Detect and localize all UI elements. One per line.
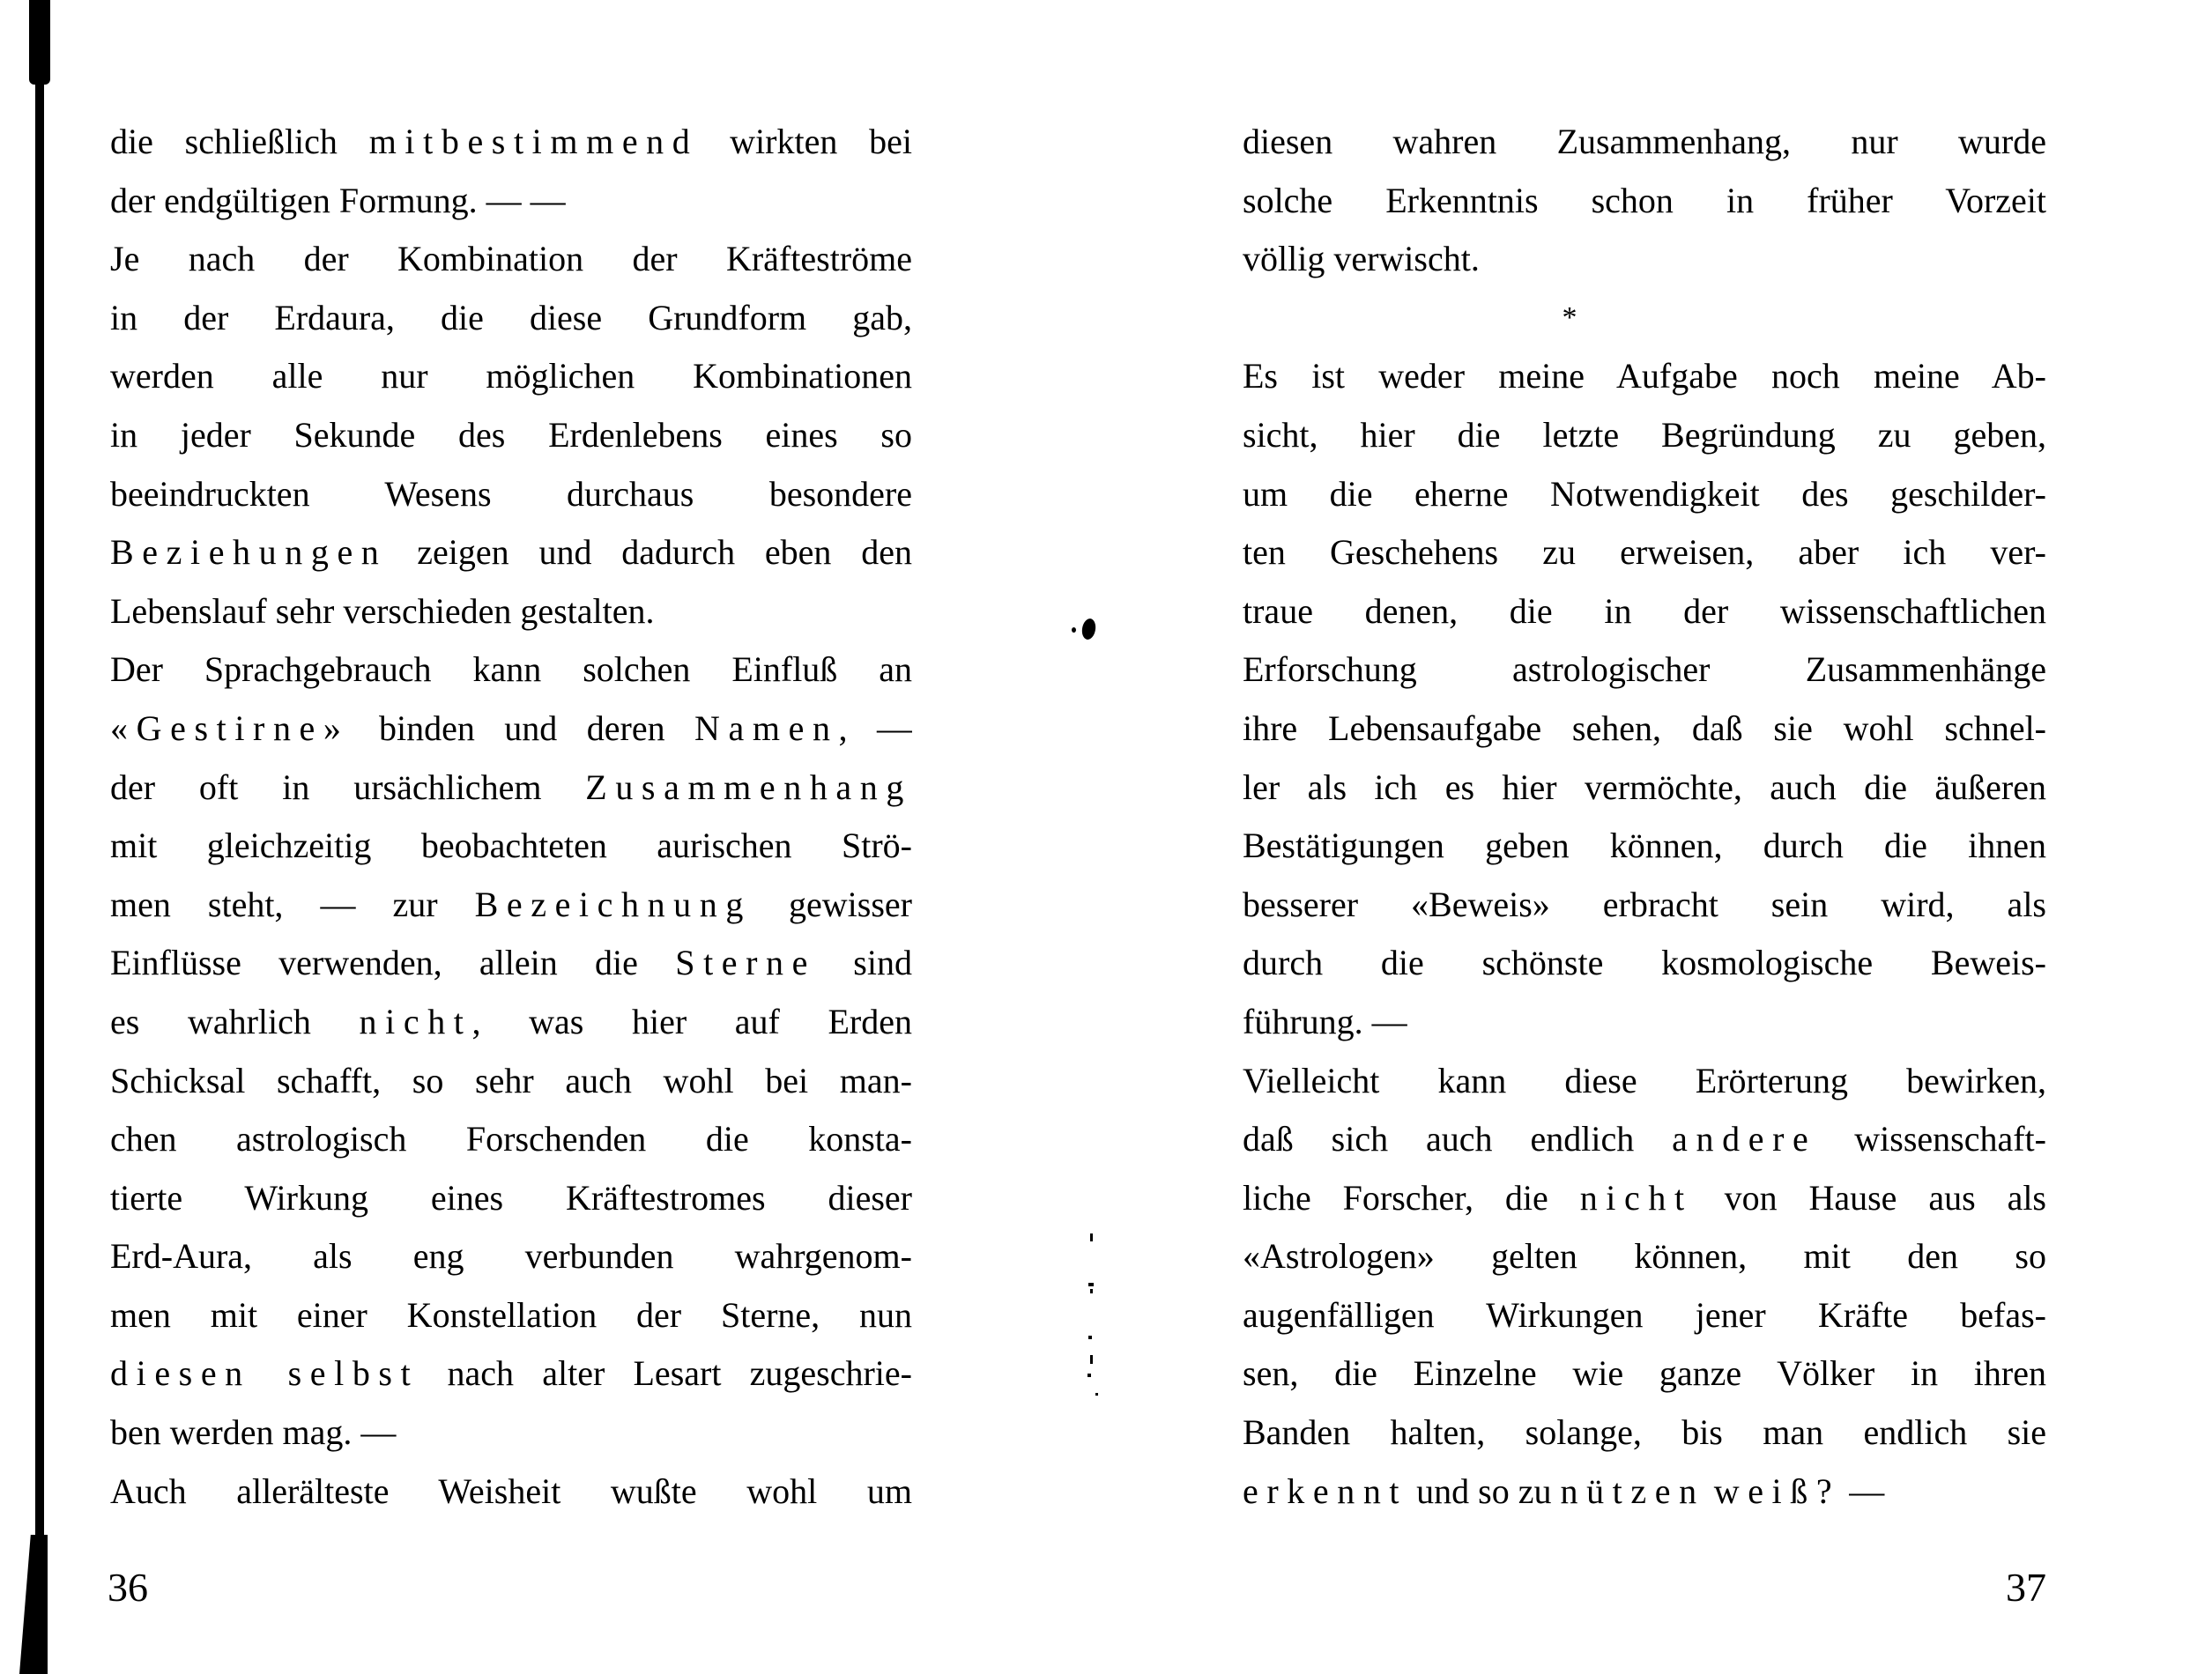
text-segment: solche Erkenntnis schon in früher Vorzeit <box>1243 180 2046 220</box>
text-segment: beeindruckten Wesens durchaus besondere <box>110 473 912 514</box>
text-line <box>110 876 912 935</box>
text-segment: mit gleichzeitig beobachteten aurischen Strö- <box>110 826 912 866</box>
page-number-right: 37 <box>2006 1565 2046 1610</box>
text-line <box>110 1110 912 1169</box>
text-line <box>110 641 912 700</box>
text-segment: Banden halten, solange, bis man endlich sie <box>1243 1412 2046 1453</box>
text-line <box>1243 759 2046 818</box>
dust-speck <box>1088 1283 1094 1286</box>
text-segment: in der Erdaura, die diese Grundform gab, <box>110 297 912 337</box>
text-segment: traue denen, die in der wissenschaftlichen <box>1243 590 2046 631</box>
text-line <box>110 465 912 524</box>
text-segment: es wahrlich <box>110 1001 360 1041</box>
text-segment: * <box>1562 300 1577 334</box>
dust-speck <box>1087 1374 1091 1377</box>
dust-speck <box>1090 1233 1093 1241</box>
text-line <box>1243 876 2046 935</box>
text-line <box>110 1052 912 1111</box>
text-segment: Je nach der Kombination der Kräfteströme <box>110 239 912 279</box>
text-segment: Auch allerälteste Weisheit wußte wohl um <box>110 1470 912 1511</box>
letterspaced-text-segment: mitbestimmend <box>368 122 699 161</box>
text-line <box>1243 406 2046 465</box>
text-line <box>1243 1110 2046 1169</box>
text-segment: binden und deren <box>349 707 695 748</box>
text-line <box>110 1169 912 1228</box>
text-line <box>110 1286 912 1345</box>
page-number-left: 36 <box>108 1565 148 1610</box>
text-segment <box>1705 1471 1714 1511</box>
text-line <box>1243 172 2046 231</box>
text-segment: ten Geschehens zu erweisen, aber ich ver- <box>1243 532 2046 573</box>
scan-edge-artifact-bottom <box>19 1535 48 1674</box>
text-line <box>110 993 912 1052</box>
text-segment: wissenschaft- <box>1816 1119 2046 1159</box>
text-segment: men mit einer Konstellation der Sterne, nun <box>110 1294 912 1335</box>
text-line <box>1243 1227 2046 1286</box>
text-segment: und so zu <box>1407 1470 1561 1511</box>
dust-speck <box>1095 1393 1098 1396</box>
text-line <box>1243 1344 2046 1404</box>
text-segment: chen astrologisch Forschenden die konsta- <box>110 1119 912 1159</box>
right-page-column <box>1243 113 2046 1521</box>
text-segment: , was hier auf Erden <box>471 1001 912 1041</box>
text-line <box>1243 230 2046 289</box>
letterspaced-text-segment: Sterne <box>675 943 817 983</box>
section-separator-asterisk <box>1243 289 2046 348</box>
text-line <box>110 759 912 818</box>
text-line <box>1243 1169 2046 1228</box>
letterspaced-text-segment: nützen <box>1560 1470 1705 1511</box>
text-segment: werden alle nur möglichen Kombinationen <box>110 356 912 396</box>
ink-blot <box>1080 618 1097 641</box>
text-segment: men steht, — zur <box>110 884 475 924</box>
text-segment: tierte Wirkung eines Kräftestromes dieser <box>110 1177 912 1218</box>
text-line <box>1243 582 2046 641</box>
text-line <box>110 1344 912 1404</box>
letterspaced-text-segment: nicht <box>359 1001 472 1041</box>
text-segment: in jeder Sekunde des Erdenlebens eines so <box>110 414 912 455</box>
text-line <box>1243 1052 2046 1111</box>
letterspaced-text-segment: erkennt <box>1243 1470 1408 1511</box>
text-segment: Bestätigungen geben können, durch die ihnen <box>1243 826 2046 866</box>
text-segment: augenfälligen Wirkungen jener Kräfte befas- <box>1243 1294 2046 1335</box>
text-segment: Schicksal schafft, so sehr auch wohl bei man- <box>110 1060 912 1100</box>
text-segment: durch die schönste kosmologische Beweis- <box>1243 943 2046 983</box>
text-line <box>1243 113 2046 172</box>
text-line <box>1243 465 2046 524</box>
text-segment: der endgültigen Formung. — — <box>110 180 566 220</box>
text-line <box>110 523 912 582</box>
text-segment: Erd-Aura, als eng verbunden wahrgenom- <box>110 1236 912 1277</box>
text-line <box>1243 1404 2046 1463</box>
text-segment: wirkten bei <box>698 122 912 161</box>
text-line <box>1243 993 2046 1052</box>
text-segment: die schließlich <box>110 122 369 161</box>
text-line <box>110 934 912 993</box>
text-segment: führung. — <box>1243 1001 1407 1041</box>
dust-speck <box>1088 1336 1092 1339</box>
text-line <box>1243 523 2046 582</box>
letterspaced-text-segment: andere <box>1672 1119 1817 1159</box>
text-segment: zeigen und dadurch eben den <box>387 532 912 573</box>
text-segment: Einflüsse verwenden, allein die <box>110 943 676 983</box>
letterspaced-text-segment: Beziehungen <box>110 532 388 573</box>
letterspaced-text-segment: Bezeichnung <box>474 884 752 924</box>
text-segment: Lebenslauf sehr verschieden gestalten. <box>110 590 655 631</box>
text-segment: diesen wahren Zusammenhang, nur wurde <box>1243 122 2046 161</box>
scan-edge-line <box>35 0 44 1674</box>
text-segment: — <box>1840 1470 1885 1511</box>
text-segment: , — <box>838 707 912 748</box>
letterspaced-text-segment: «Gestirne» <box>110 707 350 748</box>
text-line <box>1243 1286 2046 1345</box>
text-line <box>110 1404 912 1463</box>
text-segment: ihre Lebensaufgabe sehen, daß sie wohl schnel- <box>1243 707 2046 748</box>
text-line <box>110 406 912 465</box>
text-line <box>1243 700 2046 759</box>
text-line <box>1243 934 2046 993</box>
text-segment: sind <box>816 943 912 983</box>
text-segment: von Hause aus als <box>1692 1177 2046 1218</box>
text-segment: besserer «Beweis» erbracht sein wird, als <box>1243 884 2046 924</box>
text-line <box>110 347 912 406</box>
text-line <box>110 230 912 289</box>
text-segment: ben werden mag. — <box>110 1412 397 1453</box>
text-line <box>110 817 912 876</box>
letterspaced-text-segment: nicht <box>1579 1177 1693 1218</box>
text-line <box>1243 641 2046 700</box>
text-segment: Erforschung astrologischer Zusammenhänge <box>1243 649 2046 690</box>
text-line <box>110 582 912 641</box>
text-segment: Der Sprachgebrauch kann solchen Einfluß an <box>110 649 912 690</box>
text-line <box>110 700 912 759</box>
text-segment: Vielleicht kann diese Erörterung bewirken, <box>1243 1060 2046 1100</box>
text-segment: liche Forscher, die <box>1243 1177 1580 1218</box>
text-line <box>110 1227 912 1286</box>
text-line <box>110 113 912 172</box>
text-segment: ler als ich es hier vermöchte, auch die äußeren <box>1243 767 2046 807</box>
text-line <box>1243 1463 2046 1522</box>
letterspaced-text-segment: diesen selbst <box>110 1353 419 1394</box>
text-segment: Es ist weder meine Aufgabe noch meine Ab- <box>1243 356 2046 396</box>
text-line <box>1243 347 2046 406</box>
text-line <box>110 1463 912 1522</box>
text-line <box>110 172 912 231</box>
dust-speck <box>1090 1355 1093 1364</box>
text-segment: der oft in ursächlichem <box>110 767 586 807</box>
text-segment: sen, die Einzelne wie ganze Völker in ihren <box>1243 1353 2046 1394</box>
text-segment: um die eherne Notwendigkeit des geschilder- <box>1243 473 2046 514</box>
dust-speck <box>1090 1289 1093 1293</box>
letterspaced-text-segment: Zusammenhang <box>585 767 912 807</box>
ink-blot-dot <box>1072 627 1076 633</box>
letterspaced-text-segment: Namen <box>694 707 839 748</box>
letterspaced-text-segment: weiß? <box>1713 1470 1841 1511</box>
text-segment: gewisser <box>752 884 912 924</box>
text-segment: daß sich auch endlich <box>1243 1119 1673 1159</box>
text-segment: nach alter Lesart zugeschrie- <box>419 1353 912 1394</box>
text-line <box>110 289 912 348</box>
text-segment: «Astrologen» gelten können, mit den so <box>1243 1236 2046 1277</box>
text-segment: völlig verwischt. <box>1243 239 1480 279</box>
left-page-column <box>110 113 912 1521</box>
text-line <box>1243 817 2046 876</box>
text-segment: sicht, hier die letzte Begründung zu geben, <box>1243 414 2046 455</box>
